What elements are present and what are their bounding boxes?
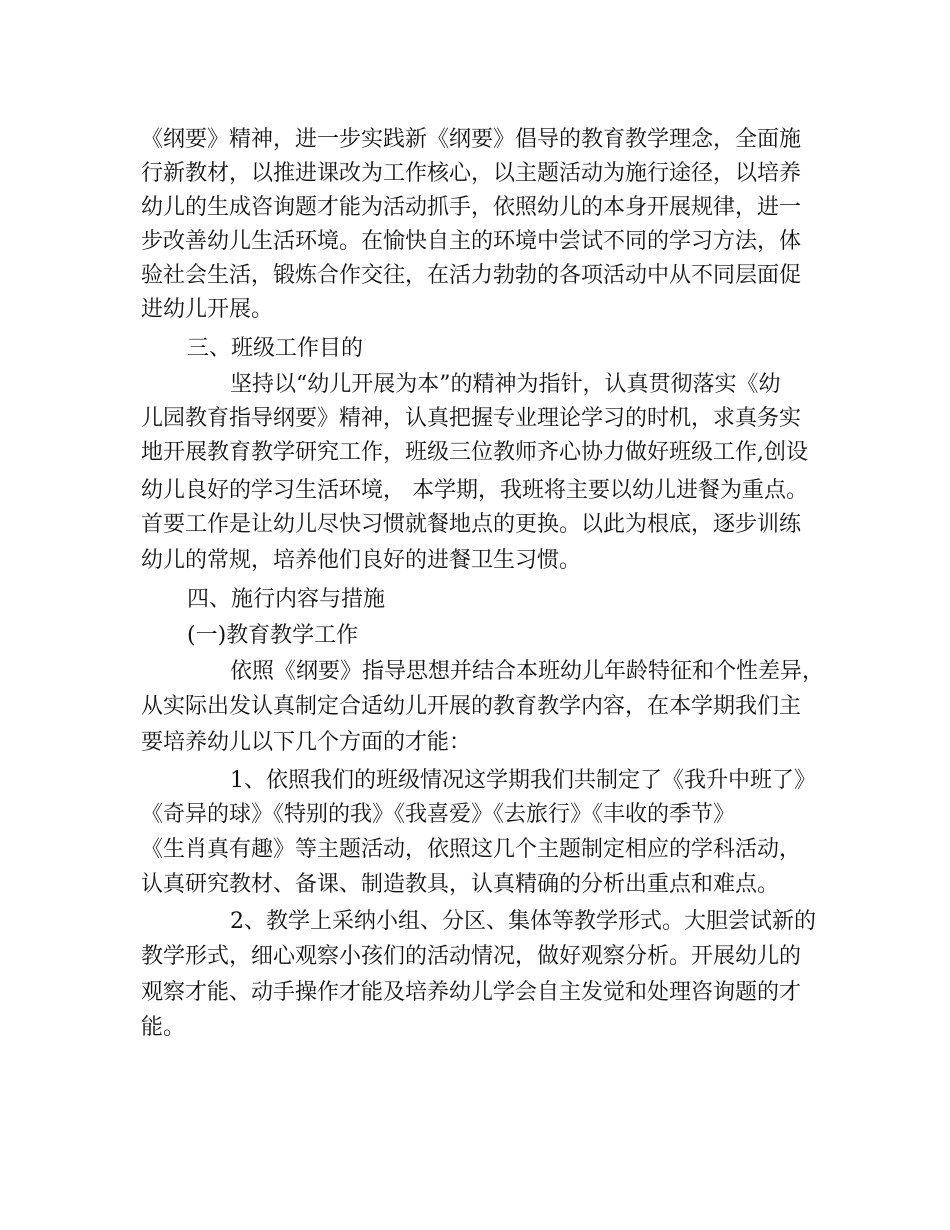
list-item-line: 观察才能、动手操作才能及培养幼儿学会自主发觉和处理咨询题的才 [141,980,802,1005]
list-item-line: 1、依照我们的班级情况这学期我们共制定了《我升中班了》 [230,768,816,793]
subsection-heading-1: (一)教育教学工作 [187,623,359,648]
list-item-line: 能。 [141,1015,186,1040]
paragraph-line: 从实际出发认真制定合适幼儿开展的教育教学内容，在本学期我们主 [141,694,802,719]
paragraph-line: 首要工作是让幼儿尽快习惯就餐地点的更换。以此为根底，逐步训练 [141,512,802,537]
paragraph-line: 步改善幼儿生活环境。在愉快自主的环境中尝试不同的学习方法，体 [141,229,802,254]
paragraph-line: 儿园教育指导纲要》精神，认真把握专业理论学习的时机，求真务实 [141,406,802,431]
paragraph-line: 依照《纲要》指导思想并结合本班幼儿年龄特征和个性差异， [230,659,825,684]
paragraph-line: 地开展教育教学研究工作，班级三位教师齐心协力做好班级工作,创设 [141,440,808,465]
paragraph-line: 《纲要》精神，进一步实践新《纲要》倡导的教育教学理念，全面施 [141,127,802,152]
list-item-line: 《奇异的球》《特别的我》《我喜爱》《去旅行》《丰收的季节》 [141,802,736,827]
paragraph-line: 进幼儿开展。 [141,297,274,322]
paragraph-line: 要培养幼儿以下几个方面的才能： [141,730,472,755]
list-item-line: 《生肖真有趣》等主题活动，依照这几个主题制定相应的学科活动， [141,837,802,862]
paragraph-line: 幼儿的常规，培养他们良好的进餐卫生习惯。 [141,548,582,573]
section-heading-4: 四、施行内容与措施 [187,587,386,612]
paragraph-line: 幼儿良好的学习生活环境， 本学期，我班将主要以幼儿进餐为重点。 [141,478,808,503]
list-item-line: 2、教学上采纳小组、分区、集体等教学形式。大胆尝试新的 [230,909,816,934]
paragraph-line: 验社会生活，锻炼合作交往，在活力勃勃的各项活动中从不同层面促 [141,263,802,288]
paragraph-line: 行新教材，以推进课改为工作核心，以主题活动为施行途径，以培养 [141,161,802,186]
paragraph-line: 幼儿的生成咨询题才能为活动抓手，依照幼儿的本身开展规律，进一 [141,195,802,220]
section-heading-3: 三、班级工作目的 [187,336,364,361]
list-item-line: 教学形式，细心观察小孩们的活动情况，做好观察分析。开展幼儿的 [141,944,802,969]
list-item-line: 认真研究教材、备课、制造教具，认真精确的分析出重点和难点。 [141,872,780,897]
paragraph-line: 坚持以“幼儿开展为本”的精神为指针，认真贯彻落实《幼 [230,372,781,397]
